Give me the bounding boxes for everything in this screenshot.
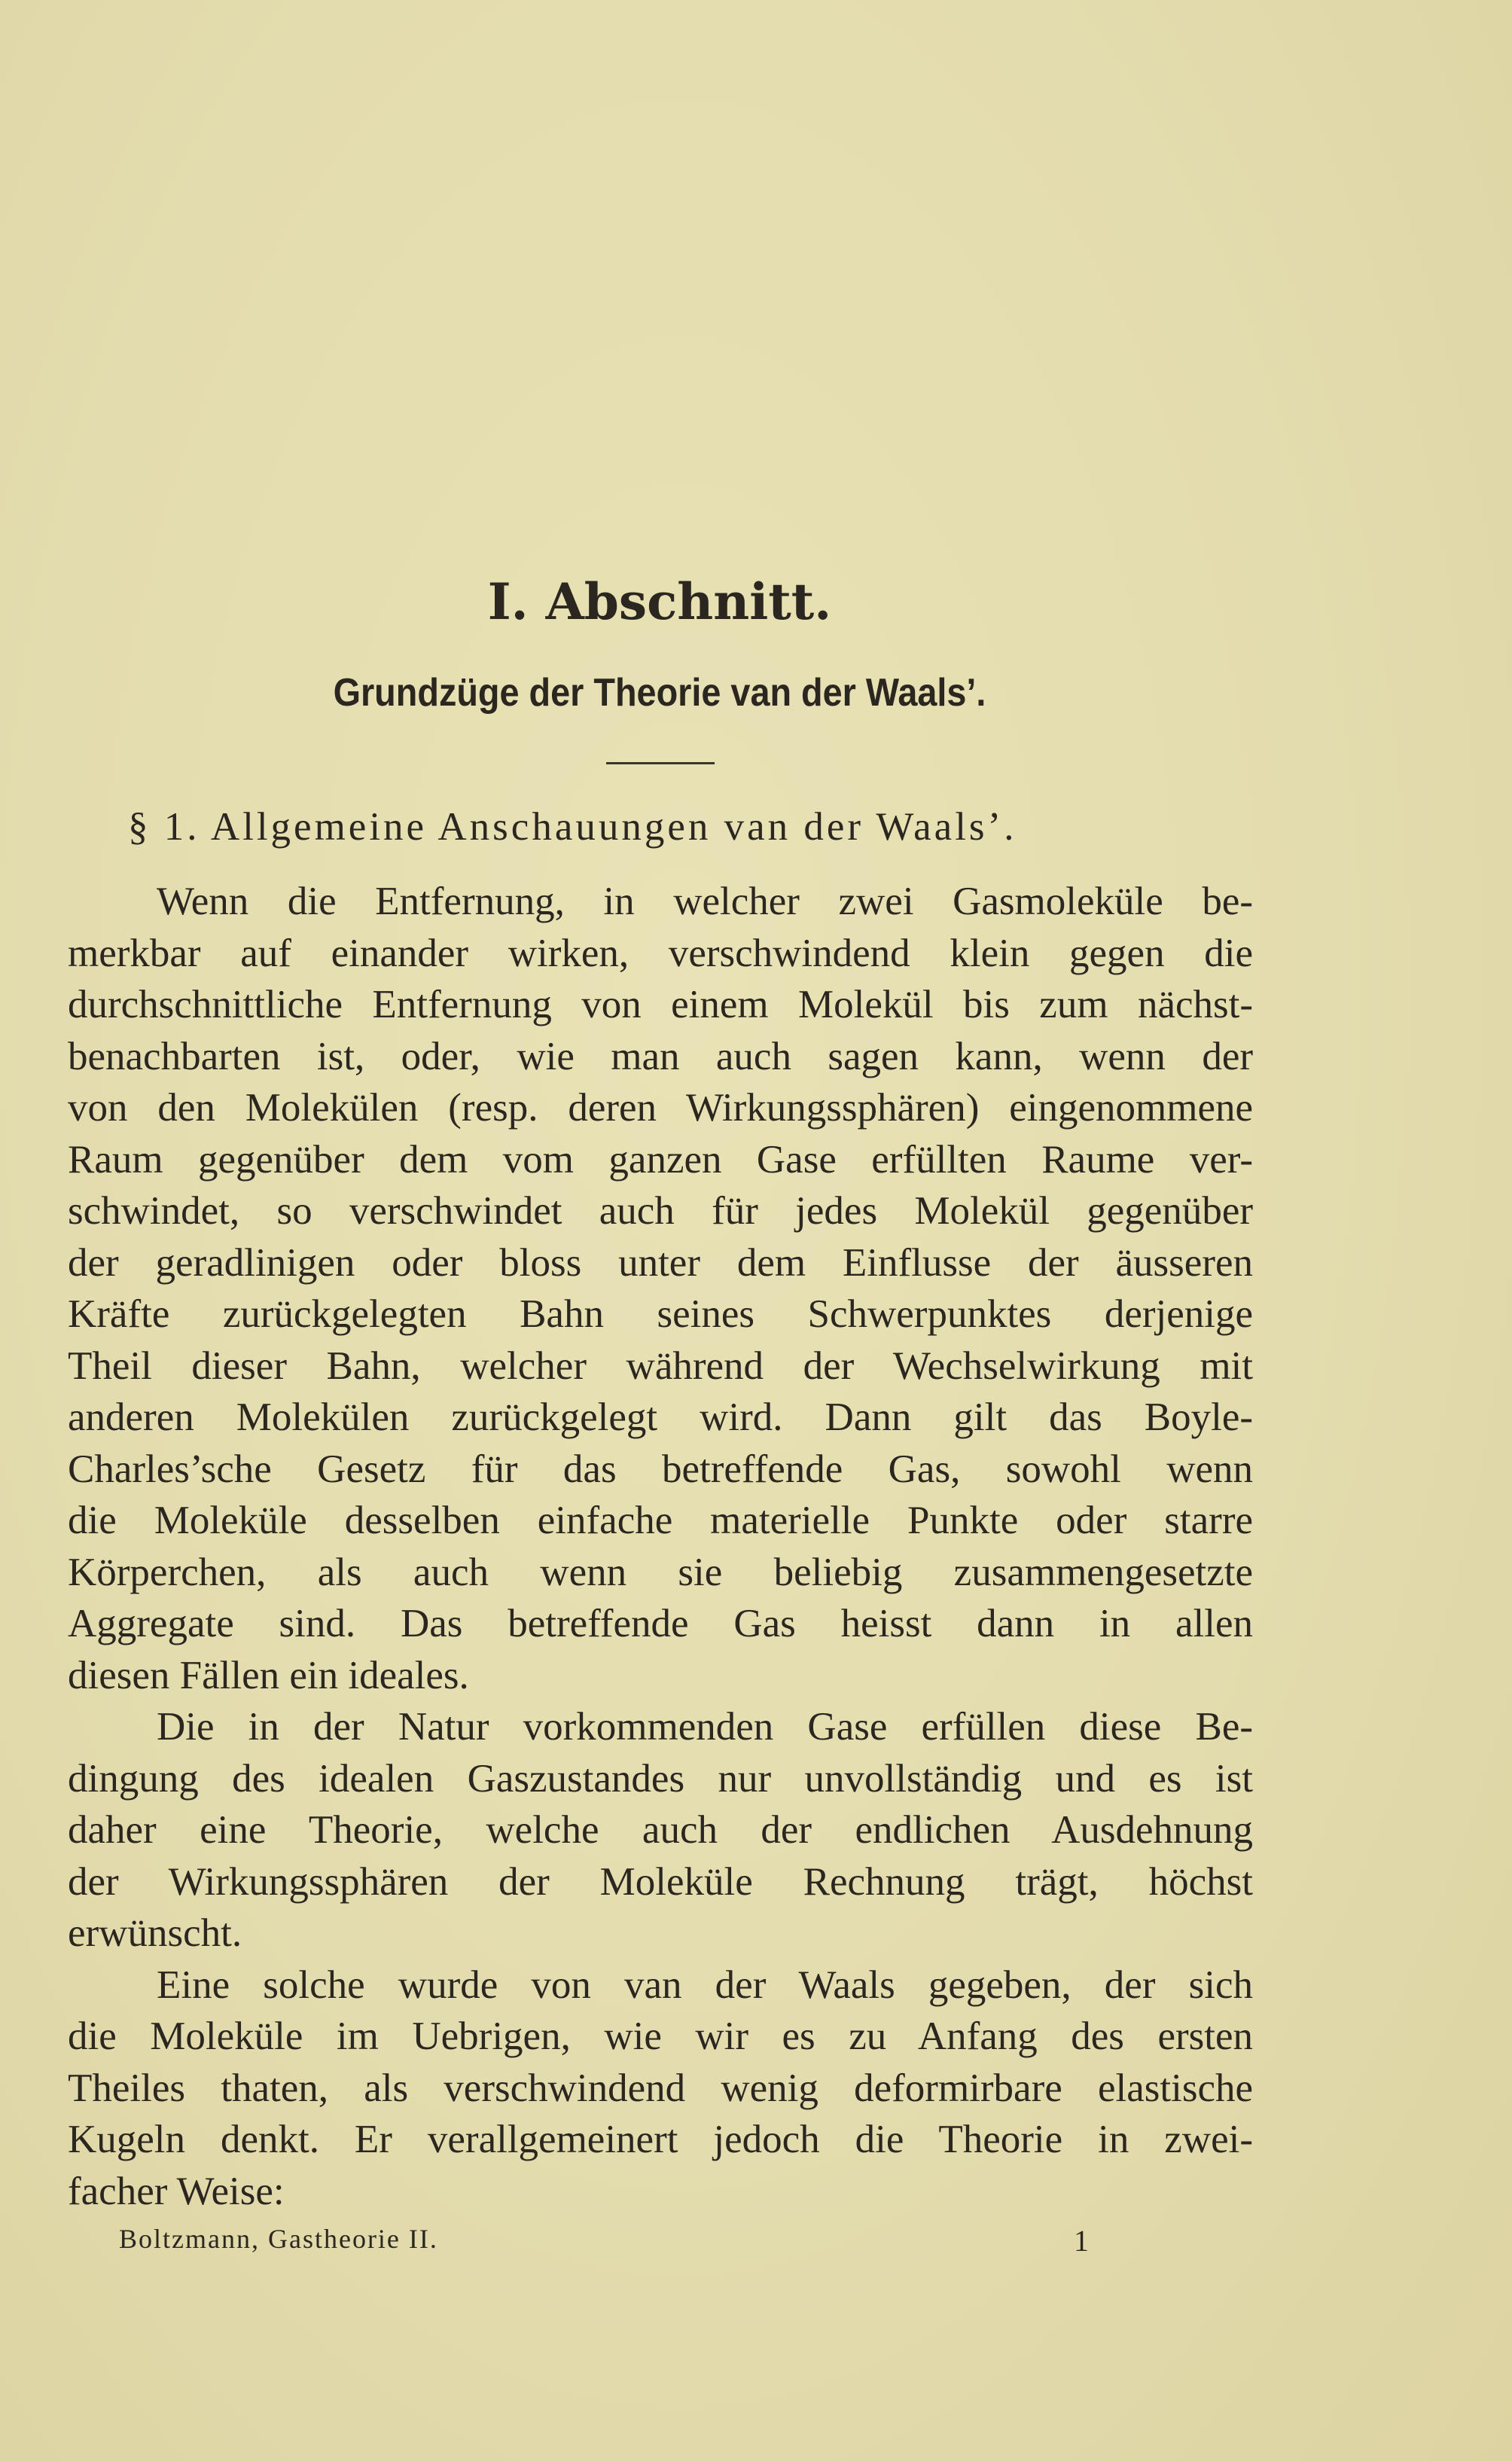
text-line: die Moleküle im Uebrigen, wie wir es zu Anfang des ersten <box>68 2014 1253 2058</box>
text-line: Charles’sche Gesetz für das betreffende Gas, sowohl wenn <box>68 1447 1253 1491</box>
page-number: 1 <box>1074 2224 1089 2258</box>
text-line: Theiles thaten, als verschwindend wenig deformirbare elastische <box>68 2066 1253 2110</box>
text-line: Kugeln denkt. Er verallgemeinert jedoch die Theorie in zwei- <box>68 2118 1253 2161</box>
text-line: schwindet, so verschwindet auch für jedes Molekül gegenüber <box>68 1189 1253 1233</box>
divider-rule <box>606 762 715 764</box>
running-footer: Boltzmann, Gastheorie II. <box>119 2224 438 2254</box>
text-line: Eine solche wurde von van der Waals gegeben, der sich <box>157 1962 1253 2007</box>
body-text <box>68 876 1253 2217</box>
chapter-subtitle: Grundzüge der Theorie van der Waals’. <box>333 671 986 715</box>
page-footer <box>119 2223 1098 2258</box>
chapter-title: I. Abschnitt. <box>487 572 832 631</box>
section-heading: § 1. Allgemeine Anschauungen van der Waals’. <box>128 805 1017 849</box>
text-line: anderen Molekülen zurückgelegt wird. Dann gilt das Boyle- <box>68 1395 1253 1439</box>
text-line: Körperchen, als auch wenn sie beliebig zusammengesetzte <box>68 1550 1253 1594</box>
text-line: Theil dieser Bahn, welcher während der Wechselwirkung mit <box>68 1343 1253 1388</box>
text-line: Kräfte zurückgelegten Bahn seines Schwerpunktes derjenige <box>68 1292 1253 1336</box>
text-line: der Wirkungssphären der Moleküle Rechnung trägt, höchst <box>68 1859 1253 1904</box>
text-line: diesen Fällen ein ideales. <box>68 1653 469 1697</box>
text-line: von den Molekülen (resp. deren Wirkungssphären) eingenommene <box>68 1086 1253 1130</box>
text-line: dingung des idealen Gaszustandes nur unvollständig und es ist <box>68 1756 1253 1801</box>
text-line: erwünscht. <box>68 1911 242 1955</box>
text-line: merkbar auf einander wirken, verschwindend klein gegen die <box>68 931 1253 975</box>
text-line: daher eine Theorie, welche auch der endlichen Ausdehnung <box>68 1808 1253 1852</box>
text-line: der geradlinigen oder bloss unter dem Einflusse der äusseren <box>68 1240 1253 1285</box>
text-line: facher Weise: <box>68 2169 285 2213</box>
text-line: Aggregate sind. Das betreffende Gas heisst dann in allen <box>68 1602 1253 1645</box>
text-line: durchschnittliche Entfernung von einem Molekül bis zum nächst- <box>68 983 1253 1026</box>
text-line: benachbarten ist, oder, wie man auch sagen kann, wenn der <box>68 1034 1253 1078</box>
text-line: Die in der Natur vorkommenden Gase erfüllen diese Be- <box>157 1705 1253 1749</box>
text-line: Wenn die Entfernung, in welcher zwei Gasmoleküle be- <box>157 880 1253 923</box>
text-line: die Moleküle desselben einfache materielle Punkte oder starre <box>68 1499 1253 1542</box>
text-line: Raum gegenüber dem vom ganzen Gase erfüllten Raume ver- <box>68 1137 1253 1182</box>
